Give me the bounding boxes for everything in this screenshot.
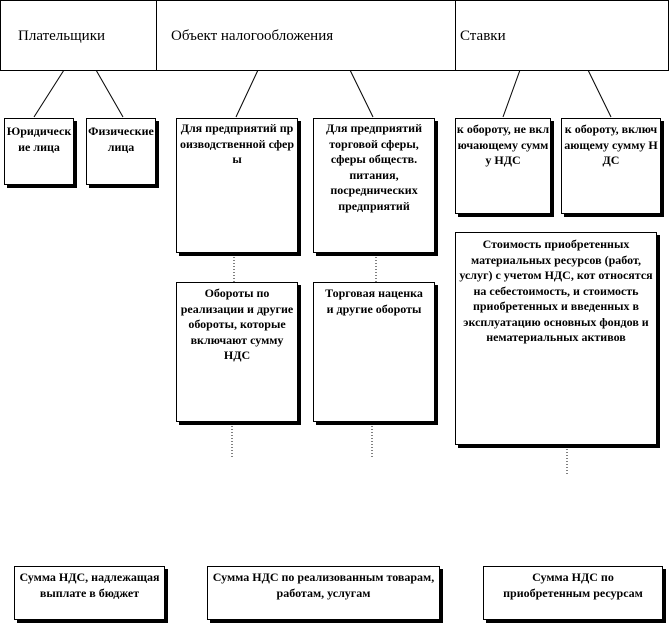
header-object-cell xyxy=(157,1,456,71)
connector-rates-including xyxy=(588,70,611,117)
object-production-text: Для предприятий производственной сферы xyxy=(179,121,295,166)
object-production-box xyxy=(176,118,298,253)
payer-physical-text: Физические лица xyxy=(88,124,154,154)
result-budget-text: Сумма НДС, надлежащая выплате в бюджет xyxy=(19,570,160,600)
header-payers: Плательщики xyxy=(18,28,106,44)
connector-payers-physical xyxy=(96,70,123,117)
turnover-trade-text: Торговая наценка и другие обороты xyxy=(325,286,423,316)
cost-note-text: Стоимость приобретенных материальных ресурсов (работ, услуг) с учетом НДС, кот относятся на себестоимость, и стоимость приобретенных и введенных в эксплуатацию основных фондов и нематериальных активов xyxy=(459,237,653,344)
header-payers-cell xyxy=(1,1,157,71)
payer-physical-box xyxy=(86,118,156,185)
header-rates: Ставки xyxy=(460,28,506,44)
connector-object-production xyxy=(236,70,258,117)
payer-legal-text: Юридические лица xyxy=(6,124,72,154)
rate-including-text: к обороту, включающему сумму НДС xyxy=(564,122,658,167)
result-sold-text: Сумма НДС по реализованным товарам, работам, услугам xyxy=(212,570,435,600)
connector-rates-excluding xyxy=(503,70,520,117)
rate-excluding-box xyxy=(455,118,551,214)
turnover-production-text: Обороты по реализации и другие обороты, которые включают сумму НДС xyxy=(180,286,294,362)
turnover-trade-box xyxy=(313,282,435,422)
result-purchased-text: Сумма НДС по приобретенным ресурсам xyxy=(503,570,643,600)
connector-payers-legal xyxy=(34,70,64,117)
turnover-production-box xyxy=(176,282,298,422)
object-trade-text: Для предприятий торговой сферы, сферы обществ. питания, посреднических предприятий xyxy=(325,121,423,213)
object-trade-box xyxy=(313,118,435,253)
connector-object-trade xyxy=(350,70,373,117)
header-object: Объект налогообложения xyxy=(171,28,334,44)
result-purchased-box xyxy=(483,566,663,620)
rate-excluding-text: к обороту, не включающему сумму НДС xyxy=(456,122,550,167)
payer-legal-box xyxy=(4,118,74,185)
header-bar xyxy=(0,0,669,71)
header-rates-cell xyxy=(456,1,669,71)
rate-including-box xyxy=(561,118,661,214)
cost-note-box xyxy=(455,232,657,445)
result-budget-box xyxy=(14,566,165,620)
result-sold-box xyxy=(207,566,440,620)
